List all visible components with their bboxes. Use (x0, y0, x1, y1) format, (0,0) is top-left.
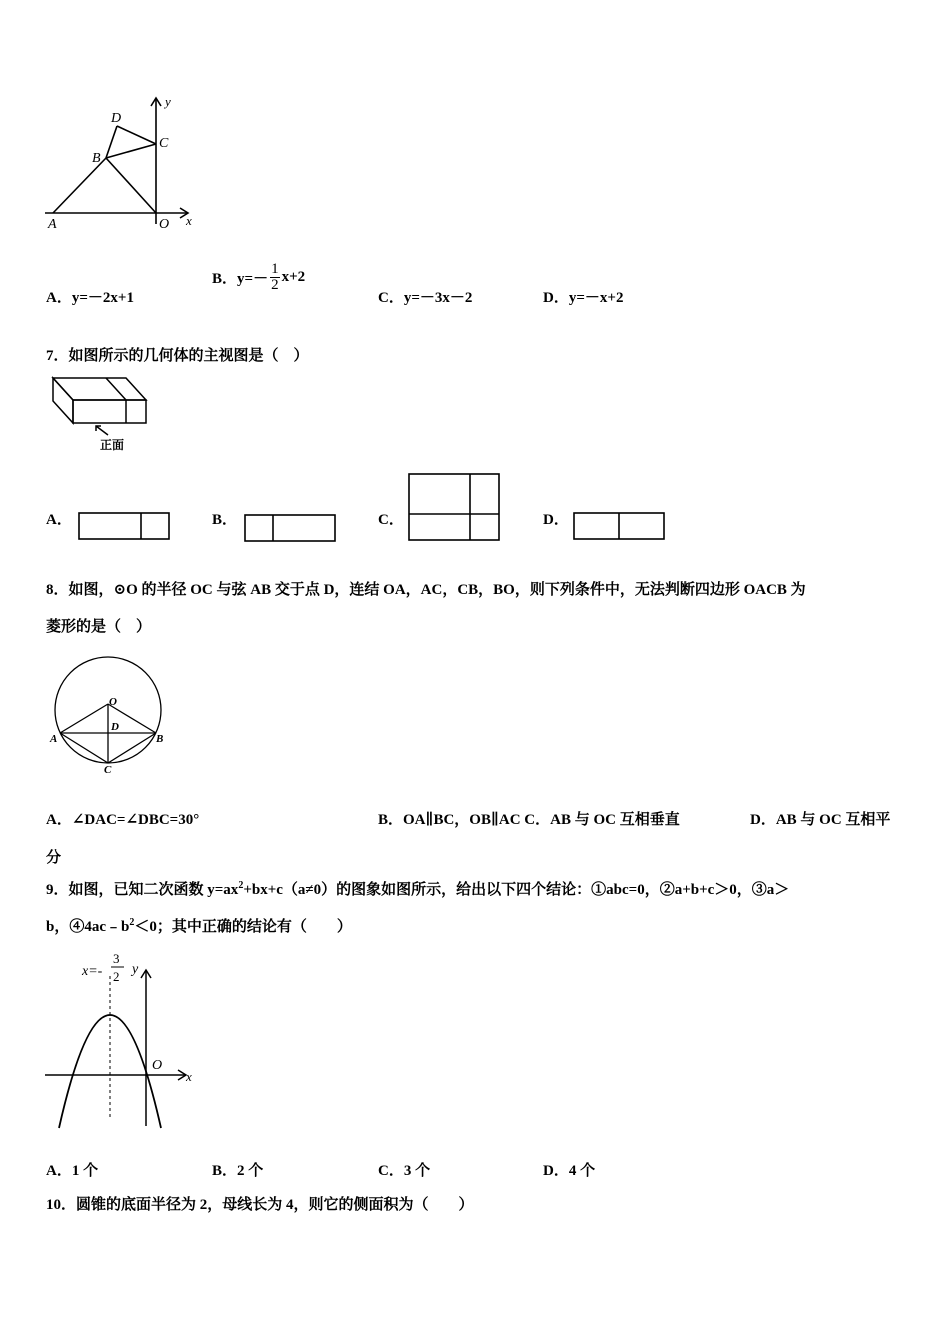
q8-stem-line2: 菱形的是（ ） (46, 619, 152, 635)
q6-option-c-letter: C． (378, 290, 404, 306)
q6-figure (40, 92, 200, 237)
q8-figure (45, 647, 175, 777)
q6-option-d-text: y=－x+2 (568, 290, 624, 306)
q7-option-c-figure[interactable] (408, 473, 502, 543)
q9-stem-line2-post: ＜0；其中正确的结论有（ ） (134, 919, 352, 935)
q9-option-b[interactable]: B．2 个 (212, 1163, 264, 1179)
q6-option-b-letter: B． (212, 271, 238, 287)
axis-eq-pre: x=- (82, 964, 103, 979)
axis-eq-num: 3 (113, 951, 120, 966)
q9-figure (40, 948, 200, 1133)
axis-eq-den: 2 (113, 969, 120, 984)
q8-option-bc[interactable]: B．OA∥BC，OB∥AC C．AB 与 OC 互相垂直 (378, 812, 680, 828)
q9-stem-line1-post: +bx+c（a≠0）的图象如图所示，给出以下四个结论：①abc=0，②a+b+c＞0，③a＞ (243, 882, 790, 898)
label-b: B (156, 733, 164, 745)
q7-option-d-figure[interactable] (573, 512, 667, 542)
q6-option-c-text: y=－3x－2 (403, 290, 473, 306)
q7-option-c-letter[interactable]: C． (378, 512, 404, 528)
label-a: A (50, 733, 58, 745)
q7-option-b-figure[interactable] (244, 514, 338, 544)
segment-AB (53, 158, 106, 213)
q8-stem-line1: 8．如图，⊙O 的半径 OC 与弦 AB 交于点 D，连结 OA，AC，CB，BO，则下列条件中，无法判断四边形 OACB 为 (46, 582, 806, 598)
q8-option-a[interactable]: A．∠DAC=∠DBC=30° (46, 812, 200, 828)
q6-option-b-post: x+2 (281, 269, 306, 285)
solid-top (53, 378, 146, 400)
q9-option-c[interactable]: C．3 个 (378, 1163, 431, 1179)
q9-stem-line2-pre: b，④4ac﹣b (46, 919, 130, 935)
label-b: B (92, 151, 101, 166)
q9-stem-line2 (46, 915, 352, 936)
label-o: O (159, 217, 170, 232)
label-x: x (186, 213, 192, 228)
label-y: y (132, 962, 139, 977)
segment-BD (106, 126, 117, 158)
q8-option-d-wrap: 分 (46, 850, 62, 866)
q9-stem-line2-sup: 2 (129, 917, 135, 928)
q6-option-a[interactable] (46, 286, 134, 307)
q6-option-b[interactable] (212, 262, 305, 293)
front-label: 正面 (100, 438, 125, 452)
label-d: D (111, 721, 119, 733)
label-o: O (109, 696, 117, 708)
q6-option-a-text: y=－2x+1 (71, 290, 134, 306)
label-d: D (111, 111, 122, 126)
q6-option-d[interactable] (543, 286, 623, 307)
q7-option-d-letter[interactable]: D． (543, 512, 569, 528)
q7-option-a-letter[interactable]: A． (46, 512, 72, 528)
label-x: x (186, 1069, 192, 1084)
q6-frac-num: 1 (271, 261, 279, 277)
q6-option-b-pre: y=－ (237, 271, 269, 287)
q7-option-b-letter[interactable]: B． (212, 512, 238, 528)
label-y: y (165, 94, 171, 109)
label-c: C (159, 136, 169, 151)
q9-stem-line1-pre: 9．如图，已知二次函数 y=ax (46, 882, 239, 898)
q6-frac-den: 2 (271, 277, 279, 293)
segment-BC (106, 144, 156, 158)
label-a: A (48, 217, 57, 232)
segment-DC (117, 126, 156, 144)
q7-figure (48, 373, 158, 458)
q9-stem-line1 (46, 878, 789, 899)
q10-stem: 10．圆锥的底面半径为 2，母线长为 4，则它的侧面积为（ ） (46, 1197, 474, 1213)
q6-option-d-letter: D． (543, 290, 569, 306)
solid-front (73, 400, 146, 423)
label-c: C (104, 764, 112, 776)
q9-option-d[interactable]: D．4 个 (543, 1163, 596, 1179)
q6-option-c[interactable] (378, 286, 472, 307)
q6-option-a-letter: A． (46, 290, 72, 306)
solid-side (53, 378, 73, 423)
q6-option-b-fraction (270, 262, 280, 293)
q7-option-a-figure[interactable] (78, 512, 172, 542)
q8-option-d[interactable]: D．AB 与 OC 互相平 (750, 812, 891, 828)
segment-BO (106, 158, 156, 213)
q9-option-a[interactable]: A．1 个 (46, 1163, 99, 1179)
label-o: O (152, 1058, 163, 1073)
q9-stem-line1-sup: 2 (238, 880, 244, 891)
q7-stem: 7．如图所示的几何体的主视图是（ ） (46, 348, 309, 364)
